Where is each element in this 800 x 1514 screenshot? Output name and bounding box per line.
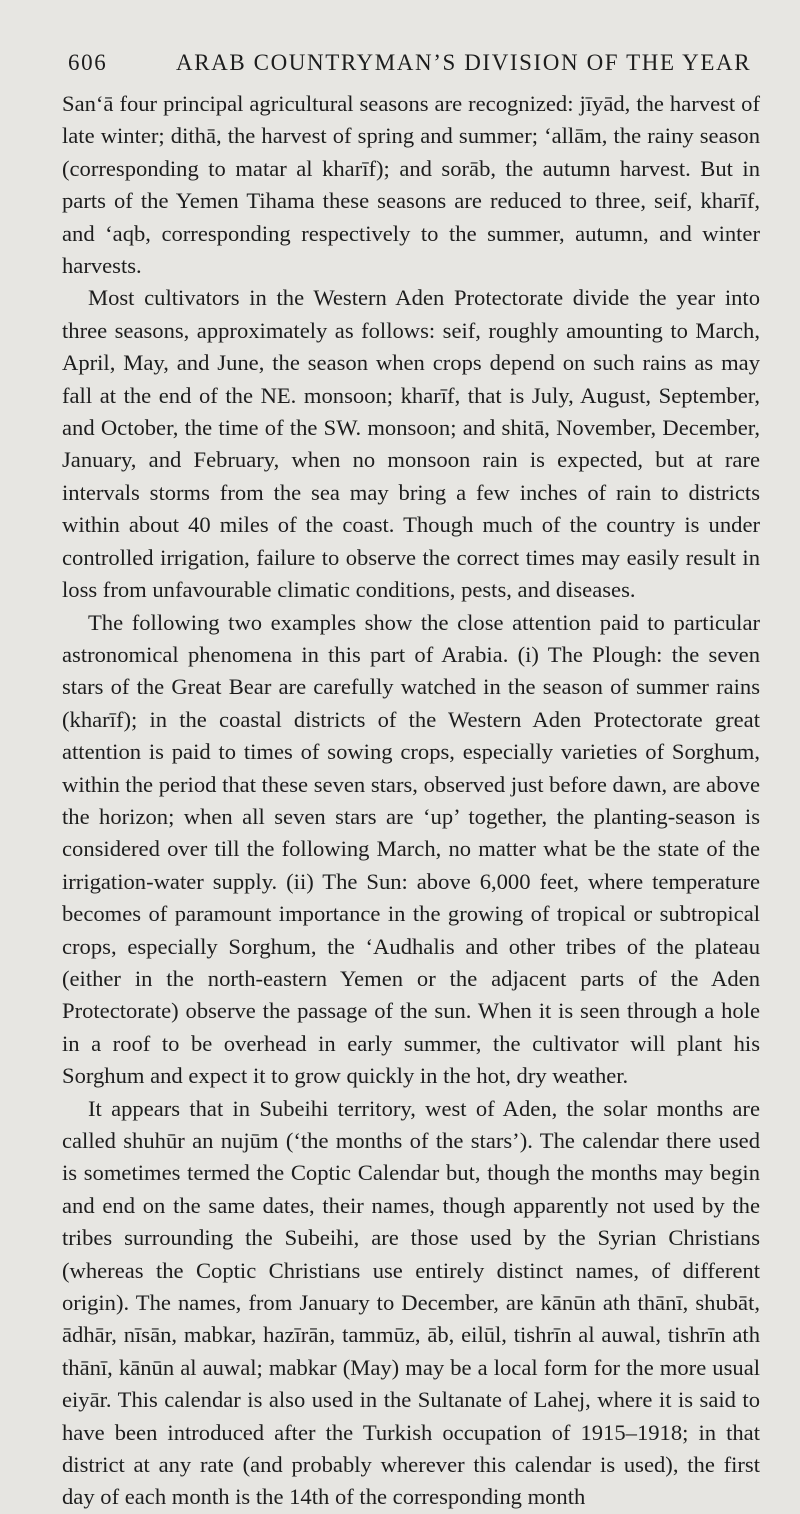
body-text — [62, 88, 760, 1514]
paragraph-1: San‘ā four principal agricultural seasons are recognized: jīyād, the harvest of late winter; dithā, the harvest of spring and summer; ‘allām, the rainy season (corresponding to matar al kharīf); and sorāb, the autumn harvest. But in parts of the Yemen Tihama these seasons are reduced to three, seif, kharīf, and ‘aqb, corresponding respectively to the summer, autumn, and winter harvests. — [62, 91, 760, 279]
page-number: 606 — [68, 50, 108, 75]
running-head — [68, 50, 758, 78]
running-title: ARAB COUNTRYMAN’S DIVISION OF THE YEAR — [176, 50, 752, 75]
paragraph-3: The following two examples show the close attention paid to particular astronomical phenomena in this part of Arabia. (i) The Plough: the seven stars of the Great Bear are carefully watched in the season of summer rains (kharīf); in the coastal districts of the Western Aden Protectorate great attention is paid to times of sowing crops, especially varieties of Sorghum, within the period that these seven stars, observed just before dawn, are above the horizon; when all seven stars are ‘up’ together, the planting-season is considered over till the following March, no matter what be the state of the irrigation-water supply. (ii) The Sun: above 6,000 feet, where temperature becomes of paramount importance in the growing of tropical or subtropical crops, especially Sorghum, the ‘Audhalis and other tribes of the plateau (either in the north-eastern Yemen or the adjacent parts of the Aden Protectorate) observe the passage of the sun. When it is seen through a hole in a roof to be overhead in early summer, the cultivator will plant his Sorghum and expect it to grow quickly in the hot, dry weather. — [62, 609, 760, 1089]
paragraph-2: Most cultivators in the Western Aden Protectorate divide the year into three seasons, approximately as follows: seif, roughly amounting to March, April, May, and June, the season when crops depend on such rains as may fall at the end of the NE. monsoon; kharīf, that is July, August, September, and October, the time of the SW. monsoon; and shitā, November, December, January, and February, when no monsoon rain is expected, but at rare intervals storms from the sea may bring a few inches of rain to districts within about 40 miles of the coast. Though much of the country is under controlled irrigation, failure to observe the correct times may easily result in loss from unfavourable climatic conditions, pests, and diseases. — [62, 285, 760, 603]
paragraph-4: It appears that in Subeihi territory, west of Aden, the solar months are called shuhūr an nujūm (‘the months of the stars’). The calendar there used is sometimes termed the Coptic Calendar but, though the months may begin and end on the same dates, their names, though apparently not used by the tribes surrounding the Subeihi, are those used by the Syrian Christians (whereas the Coptic Christians use entirely distinct names, of different origin). The names, from January to December, are kānūn ath thānī, shubāt, ādhār, nīsān, mabkar, hazīrān, tammūz, āb, eilūl, tishrīn al auwal, tishrīn ath thānī, kānūn al auwal; mabkar (May) may be a local form for the more usual eiyār. This calendar is also used in the Sultanate of Lahej, where it is said to have been introduced after the Turkish occupation of 1915–1918; in that district at any rate (and probably wherever this calendar is used), the first day of each month is the 14th of the corresponding month — [62, 1095, 760, 1510]
